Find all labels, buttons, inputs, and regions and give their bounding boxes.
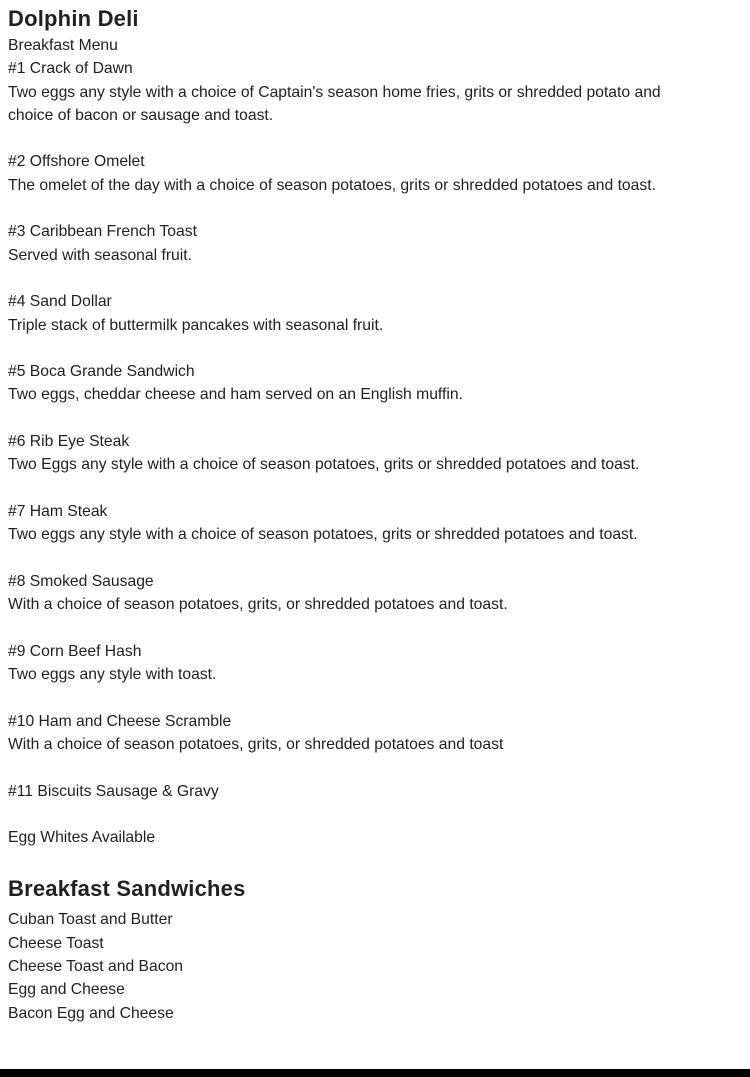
egg-whites-note: Egg Whites Available — [8, 829, 156, 847]
menu-item — [8, 220, 750, 267]
menu-item-desc: With a choice of season potatoes, grits, or shredded potatoes and toast — [8, 735, 504, 753]
menu-item-name: #5 Boca Grande Sandwich — [8, 363, 195, 381]
bottom-bar — [0, 1069, 750, 1077]
page-title: Dolphin Deli — [8, 6, 139, 31]
menu-item — [8, 710, 750, 757]
menu-item-name: #7 Ham Steak — [8, 502, 108, 520]
menu-item-desc: The omelet of the day with a choice of season potatoes, grits or shredded potatoes and toast. — [8, 176, 656, 194]
sandwich-list — [8, 908, 750, 1024]
menu-item-desc: Triple stack of buttermilk pancakes with seasonal fruit. — [8, 316, 384, 334]
menu-item-desc: Two eggs, cheddar cheese and ham served on an English muffin. — [8, 386, 463, 404]
menu-items — [8, 57, 750, 803]
menu-item-name: #2 Offshore Omelet — [8, 153, 145, 171]
sandwich-item: Egg and Cheese — [8, 981, 125, 999]
sandwich-item: Bacon Egg and Cheese — [8, 1004, 174, 1022]
menu-item-name: #9 Corn Beef Hash — [8, 642, 142, 660]
sandwich-item: Cuban Toast and Butter — [8, 911, 173, 929]
section-title-breakfast-sandwiches: Breakfast Sandwiches — [8, 876, 246, 902]
menu-item-desc: Two eggs any style with toast. — [8, 666, 217, 684]
menu-item — [8, 570, 750, 617]
menu-item-desc: Served with seasonal fruit. — [8, 246, 192, 264]
menu-item-name: #6 Rib Eye Steak — [8, 433, 130, 451]
sandwich-item: Cheese Toast and Bacon — [8, 957, 184, 975]
menu-item-desc: Two eggs any style with a choice of season potatoes, grits or shredded potatoes and toast. — [8, 526, 638, 544]
menu-item — [8, 360, 750, 407]
menu-item-name: #4 Sand Dollar — [8, 293, 112, 311]
menu-item — [8, 290, 750, 337]
menu-item-name: #8 Smoked Sausage — [8, 572, 154, 590]
menu-item-name: #3 Caribbean French Toast — [8, 223, 197, 241]
sandwich-item: Cheese Toast — [8, 934, 104, 952]
menu-item-desc: Two Eggs any style with a choice of season potatoes, grits or shredded potatoes and toast. — [8, 456, 640, 474]
menu-subheading: Breakfast Menu — [8, 37, 118, 54]
menu-item-desc: With a choice of season potatoes, grits, or shredded potatoes and toast. — [8, 596, 508, 614]
menu-item-name: #11 Biscuits Sausage & Gravy — [8, 782, 219, 800]
menu-item — [8, 57, 750, 127]
menu-item — [8, 500, 750, 547]
menu-item-desc: choice of bacon or sausage and toast. — [8, 106, 274, 124]
menu-item — [8, 780, 750, 803]
menu-item — [8, 430, 750, 477]
menu-item-name: #10 Ham and Cheese Scramble — [8, 712, 232, 730]
menu-item-name: #1 Crack of Dawn — [8, 60, 133, 78]
menu-item-desc: Two eggs any style with a choice of Captain's season home fries, grits or shredded potato and — [8, 83, 661, 101]
menu-item — [8, 150, 750, 197]
menu-item — [8, 640, 750, 687]
